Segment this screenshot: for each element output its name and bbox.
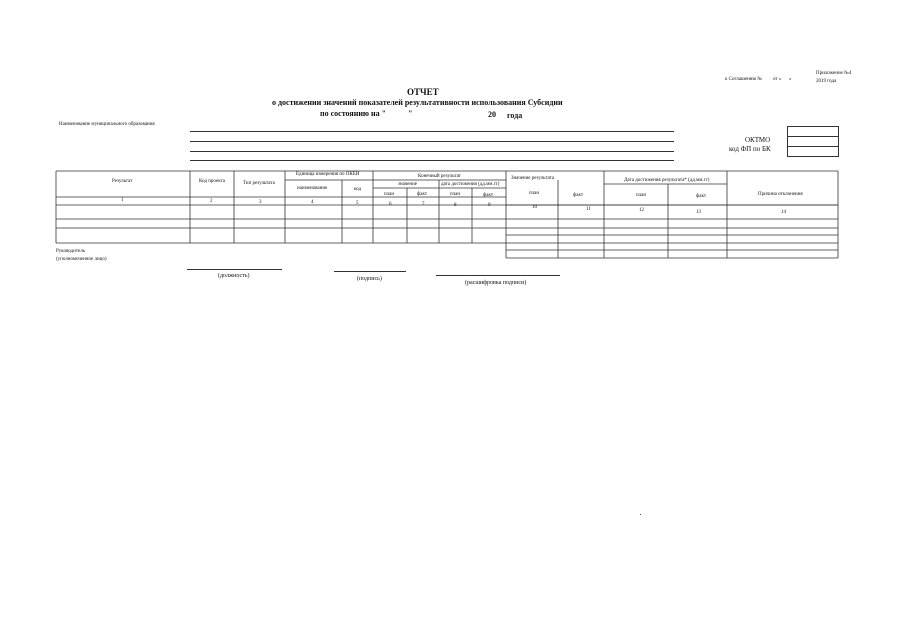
col-number: 2 [210, 199, 213, 204]
col-type: Тип результата [243, 181, 275, 186]
municipality-line-4 [190, 160, 674, 161]
scan-dot [640, 514, 641, 515]
col-number: 3 [259, 200, 262, 205]
col-reason: Причина отклонения [758, 192, 803, 197]
col-fact-2: факт [483, 193, 494, 198]
municipality-line-2 [190, 141, 674, 142]
col-plan-4: план [636, 193, 647, 198]
col-fact-1: факт [417, 192, 428, 197]
codes-box-divider-2 [787, 146, 838, 147]
col-unit-name: наименование [297, 186, 328, 191]
col-final-group: Конечный результат [418, 174, 461, 179]
sign-caption: (подпись) [357, 276, 382, 282]
report-date-suffix: года [507, 111, 523, 120]
col-plan-3: план [529, 191, 540, 196]
report-title: ОТЧЕТ [407, 87, 439, 97]
report-subtitle: о достижении значений показателей результативности использования Субсидии [272, 98, 563, 107]
codes-box-divider-1 [787, 136, 838, 137]
sign-line [334, 271, 406, 272]
fp-code-label: код ФП по БК [729, 145, 771, 153]
agreement-from: от « [773, 77, 782, 82]
col-number: 12 [639, 208, 644, 213]
col-result: Результат [112, 179, 133, 184]
col-number: 4 [311, 200, 314, 205]
agreement-year: 2019 года [816, 79, 837, 84]
col-fact-3: факт [573, 193, 584, 198]
municipality-line-1 [190, 131, 674, 132]
position-caption: (должность) [218, 273, 250, 279]
col-number: 13 [696, 210, 701, 215]
col-number: 8 [454, 203, 457, 208]
col-number: 1 [121, 198, 124, 203]
col-unit-group: Единица измерения по ОКЕИ [296, 172, 360, 177]
codes-box [787, 126, 839, 157]
col-number: 10 [532, 205, 537, 210]
agreement-quote: » [789, 77, 792, 82]
col-number: 14 [781, 210, 786, 215]
report-date-year: 20 [488, 110, 496, 119]
col-result-value: Значение результата [511, 176, 555, 181]
report-date-prefix: по состоянию на " [320, 109, 387, 118]
col-date: дата достижения (дд.мм.гг) [441, 182, 500, 187]
decoding-line [436, 275, 560, 276]
position-line [187, 269, 282, 270]
col-number: 6 [389, 202, 392, 207]
col-number: 5 [356, 201, 359, 206]
municipality-label: Наименование муниципального образования [59, 122, 155, 127]
oktmo-label: ОКТМО [745, 136, 771, 144]
appendix-label: Приложение №4 [816, 71, 852, 76]
municipality-line-3 [190, 151, 674, 152]
report-date-quote: " [408, 109, 413, 118]
col-number: 9 [488, 203, 491, 208]
col-value: значение [398, 182, 417, 187]
col-indicator: Код проекта [199, 179, 226, 184]
decoding-caption: (расшифровка подписи) [465, 280, 527, 286]
signature-head: Руководитель [56, 249, 86, 254]
col-number: 7 [422, 202, 425, 207]
col-plan-1: план [384, 192, 395, 197]
col-plan-2: план [450, 192, 461, 197]
col-fact-4: факт [696, 194, 707, 199]
col-number: 11 [586, 207, 591, 212]
signature-authorized: (уполномоченное лицо) [56, 257, 107, 262]
agreement-number: к Соглашению № [725, 77, 763, 82]
col-achieve-group: Дата достижения результата* (дд.мм.гг) [624, 178, 710, 183]
col-unit-code: код [354, 187, 362, 192]
